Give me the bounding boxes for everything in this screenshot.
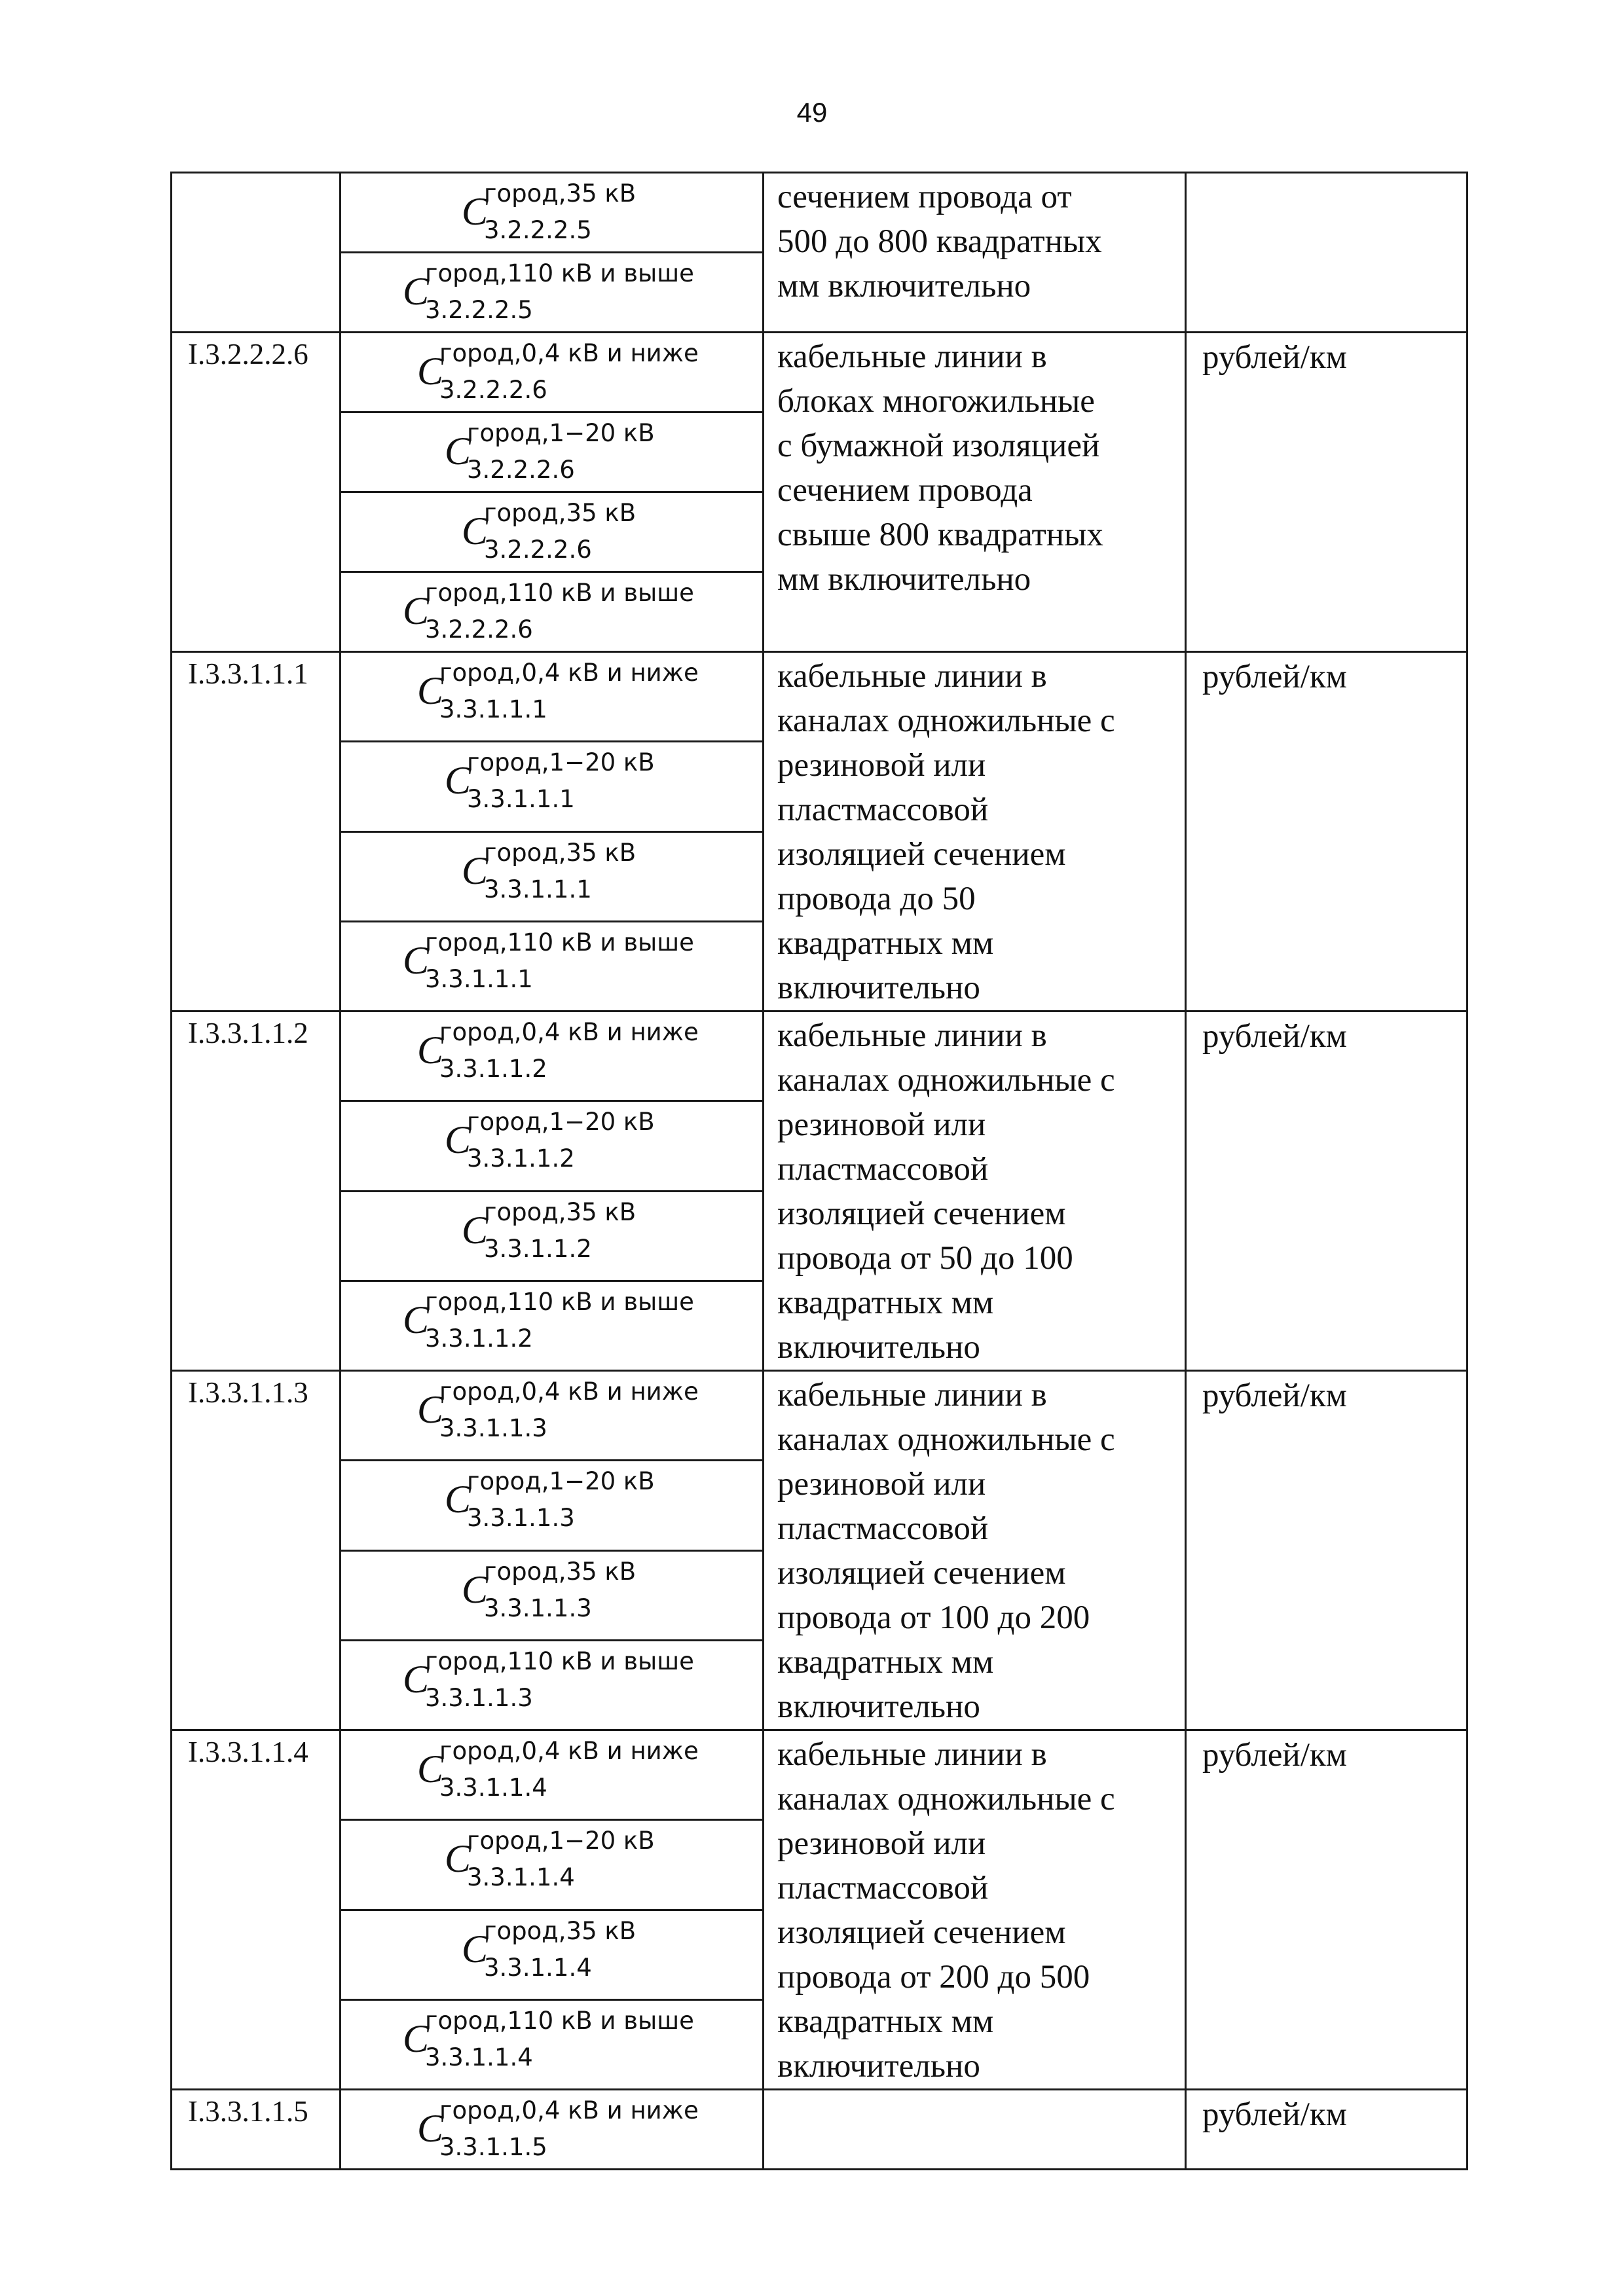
symbol-subscript: 3.3.1.1.2 <box>484 1234 592 1263</box>
rate-symbol-cell <box>341 2090 764 2170</box>
description-line: кабельные линии в <box>777 658 1047 695</box>
description-line: пластмассовой <box>777 1870 989 1906</box>
symbol-superscript: город,110 кВ и выше <box>425 579 694 607</box>
symbol-superscript: город,110 кВ и выше <box>425 2006 694 2035</box>
description-line: резиновой или <box>777 1825 986 1862</box>
item-unit: рублей/км <box>1186 333 1467 652</box>
symbol-subscript: 3.2.2.2.6 <box>484 536 592 564</box>
description-line: включительно <box>777 1688 980 1725</box>
rate-symbol-cell <box>341 572 764 652</box>
description-line: пластмассовой <box>777 1151 989 1188</box>
symbol-superscript: город,35 кВ <box>484 1557 637 1586</box>
description-line: сечением провода <box>777 472 1033 509</box>
symbol-letter: C <box>462 848 489 892</box>
symbol-subscript: 3.3.1.1.4 <box>425 2043 533 2071</box>
symbol-superscript: город,0,4 кВ и ниже <box>439 2096 699 2124</box>
symbol-subscript: 3.3.1.1.2 <box>467 1144 575 1173</box>
rates-table-body <box>172 173 1467 2170</box>
symbol-letter: C <box>403 1298 430 1341</box>
description-line: квадратных мм <box>777 1644 994 1681</box>
description-line: сечением провода от <box>777 179 1072 215</box>
table-row <box>172 2090 1467 2170</box>
rate-symbol-cell <box>341 412 764 492</box>
symbol-subscript: 3.3.1.1.5 <box>439 2133 547 2161</box>
item-description <box>764 173 1186 333</box>
item-unit: рублей/км <box>1186 1011 1467 1371</box>
symbol-subscript: 3.2.2.2.5 <box>484 216 592 244</box>
symbol-letter: C <box>462 509 489 553</box>
symbol-subscript: 3.2.2.2.6 <box>439 376 547 404</box>
item-unit: рублей/км <box>1186 652 1467 1011</box>
description-line: с бумажной изоляцией <box>777 428 1100 464</box>
description-line: каналах одножильные с <box>777 1421 1115 1458</box>
rate-symbol-cell <box>341 1371 764 1461</box>
symbol-subscript: 3.3.1.1.1 <box>467 785 575 814</box>
description-line: мм включительно <box>777 268 1031 304</box>
rate-symbol-cell <box>341 1101 764 1191</box>
description-line: свыше 800 квадратных <box>777 517 1103 553</box>
rate-symbol-cell <box>341 652 764 742</box>
symbol-letter: C <box>403 589 430 632</box>
rate-symbol-cell <box>341 1550 764 1640</box>
symbol-subscript: 3.3.1.1.1 <box>425 964 533 993</box>
description-line: пластмассовой <box>777 792 989 828</box>
description-line: кабельные линии в <box>777 1736 1047 1773</box>
symbol-letter: C <box>462 1208 489 1252</box>
item-code: I.3.3.1.1.5 <box>172 2090 341 2170</box>
symbol-subscript: 3.3.1.1.3 <box>425 1683 533 1712</box>
symbol-subscript: 3.2.2.2.5 <box>425 296 533 324</box>
rates-table <box>170 172 1468 2170</box>
symbol-letter: C <box>417 669 444 712</box>
symbol-letter: C <box>445 1837 471 1881</box>
description-line: каналах одножильные с <box>777 1781 1115 1817</box>
description-line: изоляцией сечением <box>777 1555 1066 1592</box>
page-number: 49 <box>796 97 828 128</box>
symbol-superscript: город,35 кВ <box>484 1197 637 1226</box>
symbol-superscript: город,110 кВ и выше <box>425 259 694 287</box>
table-row <box>172 652 1467 742</box>
rate-symbol-cell <box>341 1730 764 1820</box>
symbol-letter: C <box>462 190 489 233</box>
symbol-superscript: город,110 кВ и выше <box>425 1287 694 1316</box>
description-line: изоляцией сечением <box>777 1195 1066 1232</box>
description-line: провода от 50 до 100 <box>777 1240 1073 1277</box>
description-line: включительно <box>777 1329 980 1366</box>
symbol-superscript: город,35 кВ <box>484 838 637 867</box>
rate-symbol-cell <box>341 1191 764 1281</box>
symbol-subscript: 3.3.1.1.3 <box>439 1414 547 1442</box>
table-row <box>172 333 1467 412</box>
rate-symbol-cell <box>341 742 764 831</box>
rate-symbol-cell <box>341 173 764 253</box>
symbol-superscript: город,1−20 кВ <box>467 1108 655 1137</box>
description-line: квадратных мм <box>777 1285 994 1321</box>
description-line: изоляцией сечением <box>777 1914 1066 1951</box>
symbol-superscript: город,0,4 кВ и ниже <box>439 659 699 687</box>
symbol-letter: C <box>403 938 430 982</box>
description-line: пластмассовой <box>777 1510 989 1547</box>
item-code: I.3.3.1.1.1 <box>172 652 341 1011</box>
description-line: резиновой или <box>777 1466 986 1503</box>
description-line: квадратных мм <box>777 925 994 962</box>
description-line: включительно <box>777 2048 980 2085</box>
symbol-superscript: город,35 кВ <box>484 499 637 527</box>
symbol-superscript: город,1−20 кВ <box>467 419 655 447</box>
description-line: кабельные линии в <box>777 1377 1047 1413</box>
item-description <box>764 652 1186 1011</box>
symbol-superscript: город,1−20 кВ <box>467 1467 655 1496</box>
symbol-subscript: 3.3.1.1.2 <box>439 1055 547 1083</box>
symbol-subscript: 3.2.2.2.6 <box>425 615 533 644</box>
item-code: I.3.2.2.2.6 <box>172 333 341 652</box>
description-line: квадратных мм <box>777 2003 994 2040</box>
symbol-subscript: 3.3.1.1.3 <box>484 1594 592 1622</box>
item-unit <box>1186 173 1467 333</box>
symbol-subscript: 3.3.1.1.3 <box>467 1504 575 1533</box>
symbol-letter: C <box>462 1567 489 1611</box>
description-line: кабельные линии в <box>777 1017 1047 1054</box>
item-unit: рублей/км <box>1186 2090 1467 2170</box>
item-description <box>764 1730 1186 2090</box>
symbol-subscript: 3.3.1.1.4 <box>484 1953 592 1982</box>
rate-symbol-cell <box>341 1461 764 1550</box>
table-row <box>172 1730 1467 1820</box>
item-unit: рублей/км <box>1186 1371 1467 1730</box>
table-row <box>172 1011 1467 1101</box>
symbol-letter: C <box>445 429 471 473</box>
rate-symbol-cell <box>341 1999 764 2089</box>
description-line: каналах одножильные с <box>777 1062 1115 1099</box>
symbol-subscript: 3.3.1.1.2 <box>425 1324 533 1353</box>
symbol-superscript: город,1−20 кВ <box>467 748 655 777</box>
table-row <box>172 1371 1467 1461</box>
rate-symbol-cell <box>341 253 764 333</box>
symbol-letter: C <box>445 1118 471 1162</box>
description-line: мм включительно <box>777 561 1031 598</box>
rate-symbol-cell <box>341 1820 764 1910</box>
symbol-letter: C <box>417 350 444 393</box>
symbol-letter: C <box>403 2016 430 2060</box>
description-line: кабельные линии в <box>777 338 1047 375</box>
item-description <box>764 1011 1186 1371</box>
symbol-subscript: 3.2.2.2.6 <box>467 456 575 484</box>
rate-symbol-cell <box>341 921 764 1011</box>
description-line: включительно <box>777 970 980 1006</box>
description-line: резиновой или <box>777 1106 986 1143</box>
symbol-superscript: город,35 кВ <box>484 1916 637 1945</box>
symbol-subscript: 3.3.1.1.1 <box>439 695 547 723</box>
item-code <box>172 173 341 333</box>
symbol-letter: C <box>403 270 430 313</box>
rate-symbol-cell <box>341 492 764 572</box>
rate-symbol-cell <box>341 333 764 412</box>
symbol-superscript: город,0,4 кВ и ниже <box>439 1737 699 1765</box>
symbol-letter: C <box>445 759 471 803</box>
item-description <box>764 2090 1186 2170</box>
symbol-subscript: 3.3.1.1.4 <box>439 1774 547 1802</box>
description-line: резиновой или <box>777 747 986 784</box>
symbol-letter: C <box>445 1478 471 1522</box>
description-line: каналах одножильные с <box>777 702 1115 739</box>
table-row <box>172 173 1467 253</box>
symbol-superscript: город,1−20 кВ <box>467 1827 655 1855</box>
rate-symbol-cell <box>341 1640 764 1730</box>
symbol-letter: C <box>417 2107 444 2150</box>
item-code: I.3.3.1.1.2 <box>172 1011 341 1371</box>
symbol-letter: C <box>417 1747 444 1791</box>
item-code: I.3.3.1.1.4 <box>172 1730 341 2090</box>
rate-symbol-cell <box>341 1910 764 1999</box>
item-unit: рублей/км <box>1186 1730 1467 2090</box>
symbol-superscript: город,0,4 кВ и ниже <box>439 1377 699 1406</box>
description-line: провода до 50 <box>777 881 976 917</box>
description-line: 500 до 800 квадратных <box>777 223 1102 260</box>
rate-symbol-cell <box>341 1281 764 1370</box>
rate-symbol-cell <box>341 1011 764 1101</box>
rate-symbol-cell <box>341 831 764 921</box>
symbol-subscript: 3.3.1.1.4 <box>467 1863 575 1892</box>
symbol-superscript: город,110 кВ и выше <box>425 928 694 957</box>
symbol-letter: C <box>403 1657 430 1701</box>
item-description <box>764 333 1186 652</box>
symbol-superscript: город,0,4 кВ и ниже <box>439 339 699 367</box>
description-line: изоляцией сечением <box>777 836 1066 873</box>
symbol-subscript: 3.3.1.1.1 <box>484 875 592 903</box>
item-code: I.3.3.1.1.3 <box>172 1371 341 1730</box>
symbol-letter: C <box>417 1388 444 1431</box>
symbol-superscript: город,0,4 кВ и ниже <box>439 1018 699 1046</box>
description-line: провода от 200 до 500 <box>777 1959 1090 1995</box>
symbol-letter: C <box>417 1029 444 1072</box>
item-description <box>764 1371 1186 1730</box>
symbol-superscript: город,35 кВ <box>484 179 637 208</box>
description-line: блоках многожильные <box>777 383 1095 420</box>
symbol-letter: C <box>462 1927 489 1971</box>
symbol-superscript: город,110 кВ и выше <box>425 1647 694 1675</box>
description-line: провода от 100 до 200 <box>777 1599 1090 1636</box>
